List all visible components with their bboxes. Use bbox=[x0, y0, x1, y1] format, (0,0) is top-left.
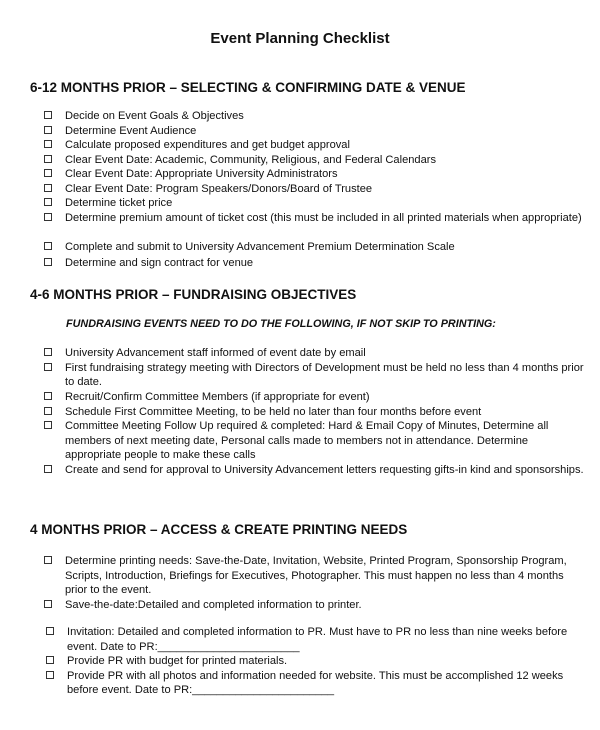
fundraising-note: FUNDRAISING EVENTS NEED TO DO THE FOLLOWING, IF NOT SKIP TO PRINTING: bbox=[66, 318, 496, 330]
section-heading-4-months: 4 MONTHS PRIOR – ACCESS & CREATE PRINTING NEEDS bbox=[30, 522, 408, 537]
checkbox-icon[interactable] bbox=[44, 140, 52, 148]
checklist-item[interactable]: Determine printing needs: Save-the-Date, Invitation, Website, Printed Program, Sponsorship Program, Scripts, Introduction, Briefings for Executives, Photographer. This must happen no less than 4 months prior to the event. bbox=[44, 554, 584, 598]
checklist-item[interactable]: Create and send for approval to University Advancement letters requesting gifts-in kind and sponsorships. bbox=[44, 463, 584, 478]
section-heading-4-6-months: 4-6 MONTHS PRIOR – FUNDRAISING OBJECTIVES bbox=[30, 287, 357, 302]
checkbox-icon[interactable] bbox=[44, 600, 52, 608]
checklist-item[interactable]: Save-the-date:Detailed and completed information to printer. bbox=[44, 598, 584, 613]
document-title: Event Planning Checklist bbox=[210, 30, 390, 47]
checklist-item[interactable]: Clear Event Date: Program Speakers/Donors/Board of Trustee bbox=[44, 182, 584, 197]
checklist-item[interactable]: First fundraising strategy meeting with Directors of Development must be held no less than 4 months prior to date. bbox=[44, 361, 584, 390]
checkbox-icon[interactable] bbox=[44, 258, 52, 266]
checkbox-icon[interactable] bbox=[46, 656, 54, 664]
checklist-item[interactable]: Invitation: Detailed and completed information to PR. Must have to PR no less than nine weeks before event. Date to PR:_______________________ bbox=[44, 625, 584, 654]
checklist-item[interactable]: Schedule First Committee Meeting, to be held no later than four months before event bbox=[44, 405, 584, 420]
checklist-item[interactable]: Clear Event Date: Appropriate University Administrators bbox=[44, 167, 584, 182]
checkbox-icon[interactable] bbox=[44, 242, 52, 250]
checklist-item[interactable]: Committee Meeting Follow Up required & completed: Hard & Email Copy of Minutes, Determine all members of next meeting date, Personal calls made to members not in attendance. Determine appropriate people to make these calls bbox=[44, 419, 584, 463]
checkbox-icon[interactable] bbox=[44, 421, 52, 429]
checklist-item[interactable]: Determine Event Audience bbox=[44, 124, 584, 139]
checklist-item[interactable]: Recruit/Confirm Committee Members (if appropriate for event) bbox=[44, 390, 584, 405]
checklist-item[interactable]: Determine and sign contract for venue bbox=[44, 256, 584, 271]
checkbox-icon[interactable] bbox=[44, 213, 52, 221]
checkbox-icon[interactable] bbox=[46, 671, 54, 679]
checklist-item[interactable]: University Advancement staff informed of event date by email bbox=[44, 346, 584, 361]
checkbox-icon[interactable] bbox=[44, 198, 52, 206]
checkbox-icon[interactable] bbox=[44, 556, 52, 564]
checkbox-icon[interactable] bbox=[44, 363, 52, 371]
checklist-item[interactable]: Determine premium amount of ticket cost (this must be included in all printed materials when appropriate) bbox=[44, 211, 584, 226]
checkbox-icon[interactable] bbox=[44, 155, 52, 163]
checklist-item[interactable]: Provide PR with budget for printed materials. bbox=[44, 654, 584, 669]
checkbox-icon[interactable] bbox=[44, 465, 52, 473]
checkbox-icon[interactable] bbox=[44, 184, 52, 192]
checkbox-icon[interactable] bbox=[44, 169, 52, 177]
checklist-item[interactable]: Provide PR with all photos and information needed for website. This must be accomplished 12 weeks before event. Date to PR:_______________________ bbox=[44, 669, 584, 698]
checkbox-icon[interactable] bbox=[44, 126, 52, 134]
checklist-item[interactable]: Clear Event Date: Academic, Community, Religious, and Federal Calendars bbox=[44, 153, 584, 168]
checklist-item[interactable]: Decide on Event Goals & Objectives bbox=[44, 109, 584, 124]
checklist-item[interactable]: Determine ticket price bbox=[44, 196, 584, 211]
checkbox-icon[interactable] bbox=[44, 392, 52, 400]
checkbox-icon[interactable] bbox=[44, 348, 52, 356]
checkbox-icon[interactable] bbox=[44, 111, 52, 119]
checklist-item[interactable]: Calculate proposed expenditures and get budget approval bbox=[44, 138, 584, 153]
checkbox-icon[interactable] bbox=[46, 627, 54, 635]
checklist-item[interactable]: Complete and submit to University Advancement Premium Determination Scale bbox=[44, 240, 584, 255]
section-heading-6-12-months: 6-12 MONTHS PRIOR – SELECTING & CONFIRMING DATE & VENUE bbox=[30, 80, 466, 95]
checkbox-icon[interactable] bbox=[44, 407, 52, 415]
